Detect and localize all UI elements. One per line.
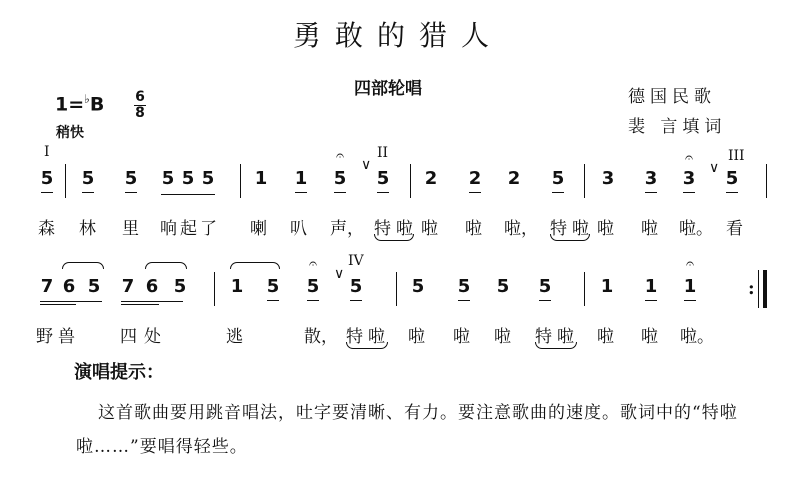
fermata-r1-1: 𝄐 bbox=[336, 148, 344, 164]
key-signature bbox=[55, 92, 104, 115]
note-r2-13: 5 bbox=[538, 276, 552, 297]
lyric-r2-6: 特 bbox=[346, 327, 363, 347]
note-r2-0: 7 bbox=[40, 276, 54, 297]
barline-r1-3 bbox=[584, 164, 585, 198]
tie-r2-2 bbox=[145, 262, 187, 269]
lyric-r1-16: 啦 bbox=[597, 219, 614, 239]
lyric-r2-13: 啦 bbox=[597, 327, 614, 347]
key-main: 1= bbox=[55, 93, 85, 116]
key-flat: ♭ bbox=[84, 92, 90, 106]
note-r2-16: 1 bbox=[683, 276, 697, 297]
barline-r1-1 bbox=[240, 164, 241, 198]
slur-r1-1 bbox=[374, 234, 414, 241]
barline-r1-4 bbox=[766, 164, 767, 198]
lyric-r2-11: 特 bbox=[535, 327, 552, 347]
lyric-r1-3: 响 bbox=[160, 219, 177, 239]
barline-r2-1 bbox=[214, 272, 215, 306]
slur-r2-1 bbox=[346, 342, 388, 349]
fermata-r2-1: 𝄐 bbox=[309, 256, 317, 272]
note-r1-12: 2 bbox=[507, 168, 521, 189]
credit-origin: 德国民歌 bbox=[628, 87, 716, 107]
lyric-r2-4: 逃 bbox=[226, 327, 243, 347]
note-r2-8: 5 bbox=[306, 276, 320, 297]
barline-r2-end-thick bbox=[763, 270, 767, 308]
beam-r2-1b bbox=[40, 304, 76, 305]
lyric-r1-13: 啦， bbox=[504, 219, 538, 239]
breath-mark-2: ∨ bbox=[709, 160, 720, 176]
beam-r1 bbox=[161, 194, 215, 195]
lyric-r2-12: 啦 bbox=[557, 327, 574, 347]
note-r2-15: 1 bbox=[644, 276, 658, 297]
lyric-r2-9: 啦 bbox=[453, 327, 470, 347]
note-r2-14: 1 bbox=[600, 276, 614, 297]
note-r2-4: 6 bbox=[145, 276, 159, 297]
lyric-r2-7: 啦 bbox=[368, 327, 385, 347]
lyric-r2-8: 啦 bbox=[408, 327, 425, 347]
hint-body: 这首歌曲要用跳音唱法，吐字要清晰、有力。要注意歌曲的速度。歌词中的“特啦啦……”要唱得轻些。 bbox=[76, 403, 738, 457]
note-r2-11: 5 bbox=[457, 276, 471, 297]
credit-lyricist: 裴 言填词 bbox=[628, 117, 727, 137]
subtitle: 四部轮唱 bbox=[354, 79, 422, 99]
hint-heading: 演唱提示： bbox=[74, 362, 164, 383]
lyric-r1-0: 森 bbox=[38, 219, 55, 239]
lyric-r1-9: 特 bbox=[374, 219, 391, 239]
part-mark-1: I bbox=[44, 144, 50, 160]
note-r1-7: 1 bbox=[294, 168, 308, 189]
lyric-r2-3: 处 bbox=[144, 327, 161, 347]
barline-r2-2 bbox=[396, 272, 397, 306]
lyric-r1-10: 啦 bbox=[396, 219, 413, 239]
note-r2-2: 5 bbox=[87, 276, 101, 297]
beam-r2-2a bbox=[121, 301, 183, 302]
note-r1-13: 5 bbox=[551, 168, 565, 189]
lyric-r1-4: 起 bbox=[180, 219, 197, 239]
lyric-r1-11: 啦 bbox=[421, 219, 438, 239]
fermata-r1-2: 𝄐 bbox=[685, 150, 693, 166]
note-r1-8: 5 bbox=[333, 168, 347, 189]
time-bottom: 8 bbox=[135, 105, 145, 121]
tempo-marking: 稍快 bbox=[56, 125, 84, 141]
note-r1-5: 5 bbox=[201, 168, 215, 189]
note-r1-10: 2 bbox=[424, 168, 438, 189]
lyric-r2-15: 啦。 bbox=[680, 327, 714, 347]
note-r2-9: 5 bbox=[349, 276, 363, 297]
lyric-r1-5: 了 bbox=[200, 219, 217, 239]
beam-r2-2b bbox=[121, 304, 159, 305]
lyric-r1-19: 看 bbox=[726, 219, 743, 239]
barline-r2-3 bbox=[584, 272, 585, 306]
note-r1-11: 2 bbox=[468, 168, 482, 189]
note-r1-15: 3 bbox=[644, 168, 658, 189]
lyric-r1-18: 啦。 bbox=[679, 219, 713, 239]
fermata-r2-2: 𝄐 bbox=[686, 256, 694, 272]
lyric-r1-15: 啦 bbox=[572, 219, 589, 239]
lyric-r1-6: 喇 bbox=[250, 219, 267, 239]
note-r2-5: 5 bbox=[173, 276, 187, 297]
lyric-r2-10: 啦 bbox=[494, 327, 511, 347]
key-note: B bbox=[89, 93, 105, 116]
lyric-r2-1: 兽 bbox=[58, 327, 75, 347]
slur-r2-2 bbox=[535, 342, 577, 349]
note-r1-0: 5 bbox=[40, 168, 54, 189]
breath-mark-3: ∨ bbox=[334, 266, 345, 282]
part-mark-4: IV bbox=[348, 253, 364, 269]
part-mark-2: II bbox=[377, 145, 389, 161]
breath-mark-1: ∨ bbox=[361, 157, 372, 173]
lyric-r1-12: 啦 bbox=[465, 219, 482, 239]
note-r2-12: 5 bbox=[496, 276, 510, 297]
tie-r2-3 bbox=[230, 262, 280, 269]
note-r1-17: 5 bbox=[725, 168, 739, 189]
lyric-r1-8: 声， bbox=[330, 219, 364, 239]
slur-r1-2 bbox=[550, 234, 590, 241]
lyric-r2-0: 野 bbox=[36, 327, 53, 347]
barline-r1-0 bbox=[65, 164, 66, 198]
note-r2-6: 1 bbox=[230, 276, 244, 297]
note-r1-9: 5 bbox=[376, 168, 390, 189]
time-signature bbox=[134, 91, 146, 120]
lyric-r1-2: 里 bbox=[122, 219, 139, 239]
lyric-r1-14: 特 bbox=[550, 219, 567, 239]
lyric-r2-5: 散， bbox=[304, 327, 338, 347]
note-r1-3: 5 bbox=[161, 168, 175, 189]
note-r1-2: 5 bbox=[124, 168, 138, 189]
page-title: 勇敢的猎人 bbox=[292, 19, 503, 52]
repeat-dots: : bbox=[748, 278, 755, 299]
note-r1-4: 5 bbox=[181, 168, 195, 189]
tie-r2-1 bbox=[62, 262, 104, 269]
note-r2-3: 7 bbox=[121, 276, 135, 297]
note-r2-1: 6 bbox=[62, 276, 76, 297]
part-mark-3: III bbox=[728, 148, 745, 164]
barline-r2-end-thin bbox=[758, 270, 759, 308]
lyric-r1-1: 林 bbox=[79, 219, 96, 239]
note-r1-1: 5 bbox=[81, 168, 95, 189]
beam-r2-1a bbox=[40, 301, 102, 302]
note-r1-6: 1 bbox=[254, 168, 268, 189]
lyric-r1-17: 啦 bbox=[641, 219, 658, 239]
lyric-r2-14: 啦 bbox=[641, 327, 658, 347]
note-r2-7: 5 bbox=[266, 276, 280, 297]
note-r2-10: 5 bbox=[411, 276, 425, 297]
note-r1-16: 3 bbox=[682, 168, 696, 189]
time-top: 6 bbox=[135, 89, 145, 105]
note-r1-14: 3 bbox=[601, 168, 615, 189]
lyric-r2-2: 四 bbox=[120, 327, 137, 347]
lyric-r1-7: 叭 bbox=[290, 219, 307, 239]
barline-r1-2 bbox=[410, 164, 411, 198]
